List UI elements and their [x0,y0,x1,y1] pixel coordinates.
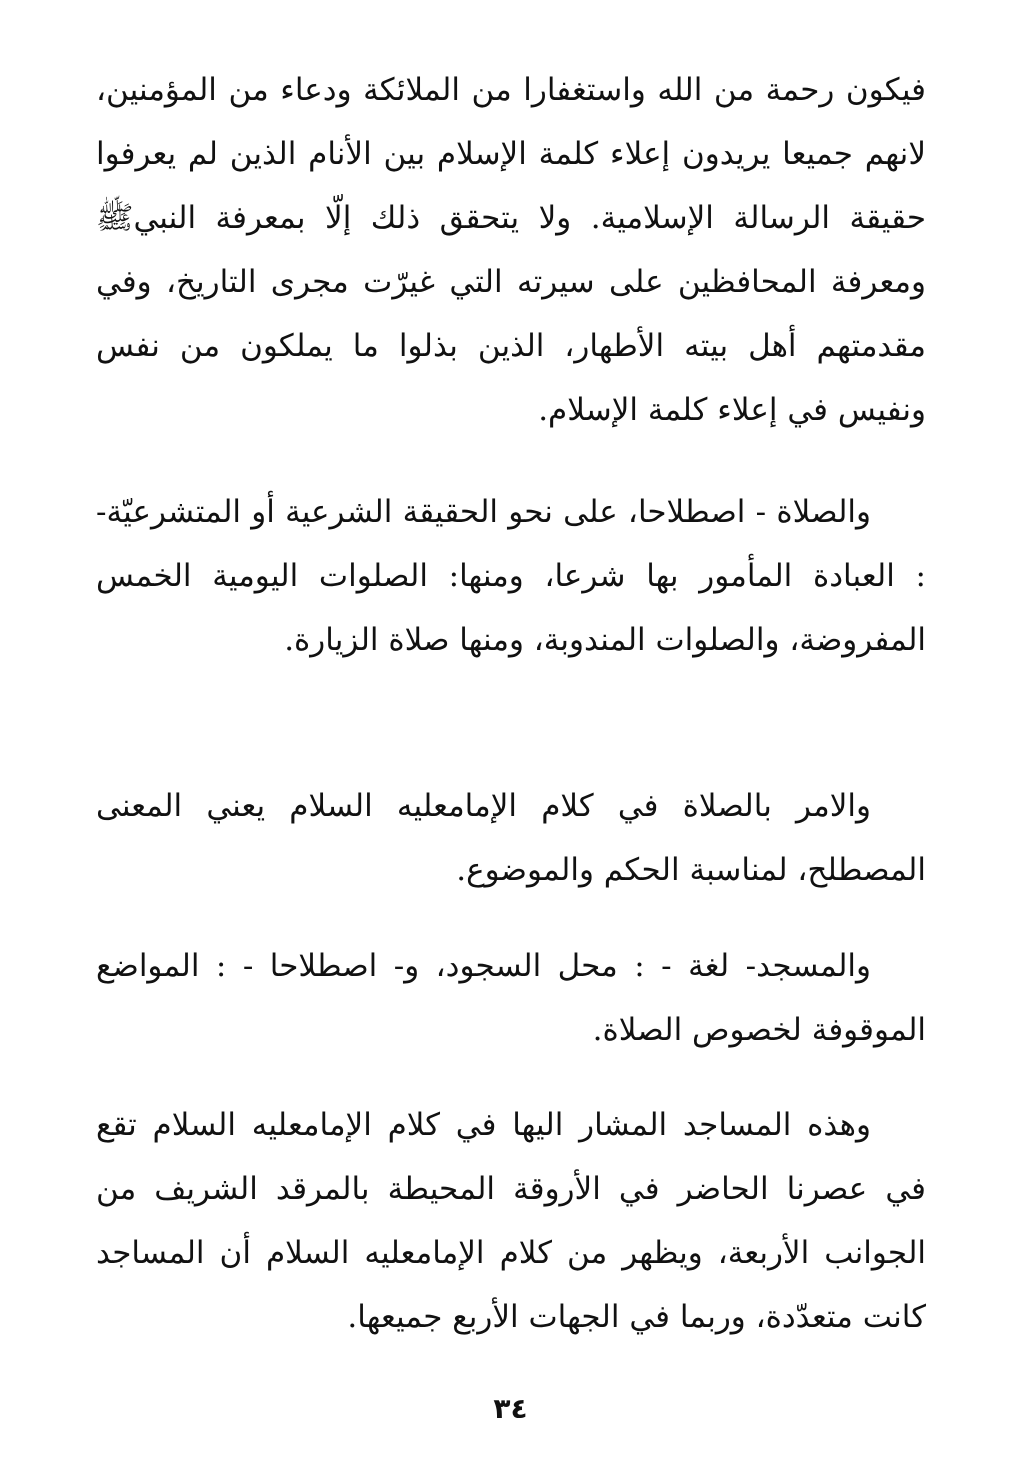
paragraph-1 [96,58,926,442]
paragraph-4-text: والمسجد- لغة - : محل السجود، و- اصطلاحا - : المواضع الموقوفة لخصوص الصلاة. [96,948,926,1048]
paragraph-3-text: والامر بالصلاة في كلام الإمامعليه السلام يعني المعنى المصطلح، لمناسبة الحكم والموضوع. [96,788,926,888]
paragraph-2-text: والصلاة - اصطلاحا، على نحو الحقيقة الشرعية أو المتشرعيّة- : العبادة المأمور بها شرعا، ومنها: الصلوات اليومية الخمس المفروضة، والصلوات المندوبة، ومنها صلاة الزيارة. [96,494,926,658]
page-number: ٣٤ [493,1392,528,1425]
paragraph-5-text: وهذه المساجد المشار اليها في كلام الإمامعليه السلام تقع في عصرنا الحاضر في الأروقة المحيطة بالمرقد الشريف من الجوانب الأربعة، ويظهر من كلام الإمامعليه السلام أن المساجد كانت متعدّدة، وربما في الجهات الأربع جميعها. [96,1107,926,1335]
paragraph-2 [96,480,926,672]
paragraph-3 [96,774,926,902]
paragraph-4 [96,934,926,1062]
paragraph-1-text: فيكون رحمة من الله واستغفارا من الملائكة ودعاء من المؤمنين، لانهم جميعا يريدون إعلاء كلمة الإسلام بين الأنام الذين لم يعرفوا حقيقة الرسالة الإسلامية. ولا يتحقق ذلك إلّا بمعرفة النبيﷺ ومعرفة المحافظين على سيرته التي غيرّت مجرى التاريخ، وفي مقدمتهم أهل بيته الأطهار، الذين بذلوا ما يملكون من نفس ونفيس في إعلاء كلمة الإسلام. [96,72,926,428]
paragraph-5 [96,1093,926,1349]
